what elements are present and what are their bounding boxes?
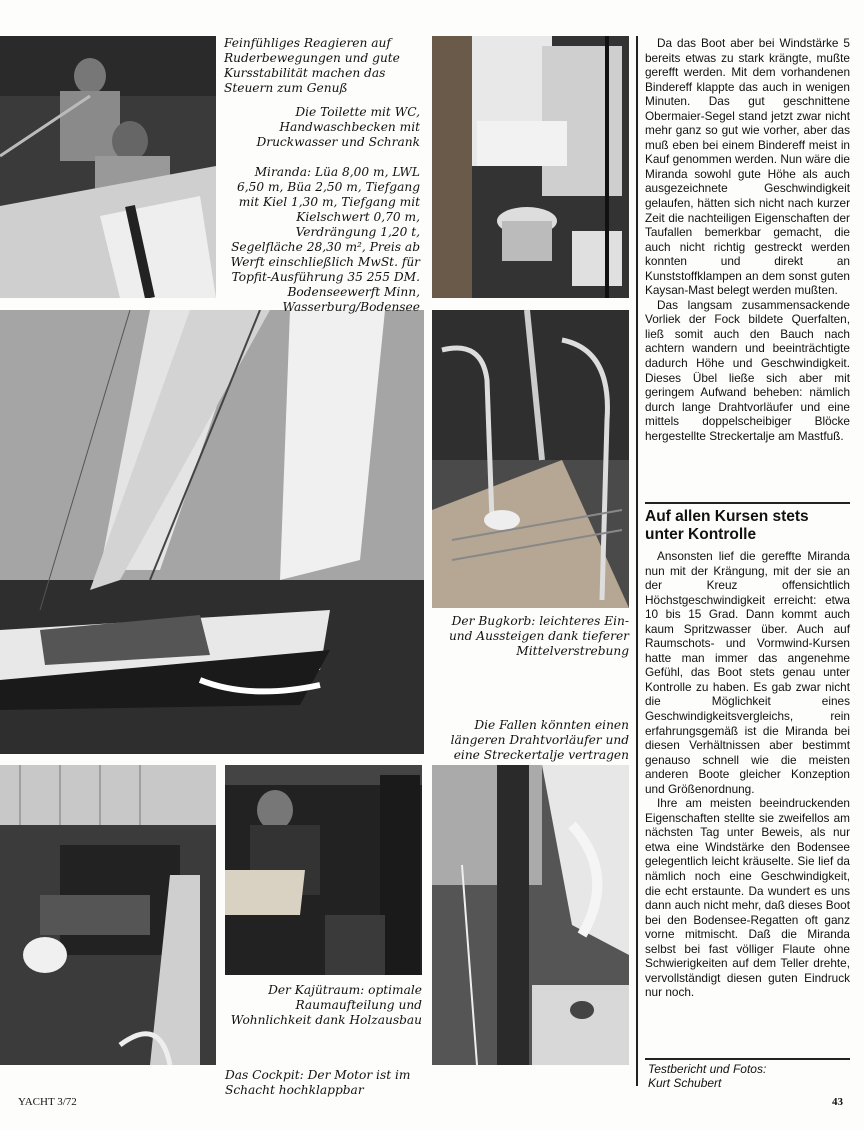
photo-sailing-yacht	[0, 310, 424, 754]
article-column-bottom	[645, 549, 850, 1000]
credit-line: Testbericht und Fotos:	[648, 1062, 767, 1076]
caption-toilet-text: Die Toilette mit WC, Handwaschbecken mit Druckwasser und Schrank	[256, 105, 420, 149]
caption-cockpit-text: Das Cockpit: Der Motor ist im Schacht hochklappbar	[225, 1068, 411, 1097]
caption-bow	[432, 614, 629, 659]
caption-bow-text: Der Bugkorb: leichteres Ein- und Aussteigen dank tieferer Mittelverstrebung	[448, 614, 629, 658]
column-rule	[636, 36, 638, 1086]
photo-mast-halyards	[432, 765, 629, 1065]
caption-cockpit	[225, 1068, 425, 1098]
caption-halyards	[432, 718, 629, 763]
caption-specs	[224, 165, 420, 315]
photo-cockpit	[0, 765, 216, 1065]
caption-steering	[224, 36, 420, 96]
caption-cabin-text: Der Kajütraum: optimale Raumaufteilung und Wohnlichkeit dank Holzausbau	[230, 983, 422, 1027]
caption-toilet	[224, 105, 420, 150]
article-paragraph: Ansonsten lief die gereffte Miranda nun mit der Krängung, mit der sie an der Kreuz offensichtlich Höchstgeschwindigkeit erreicht: etwa 10 bis 15 Grad. Dann kommt auch kaum Spritzwasser über. Auch auf Raumschots- und Vormwind-Kursen hatte man immer das angenehme Gefühl, das Boot stets genau unter Kontrolle zu haben. Es gab zwar nicht die Möglichkeit eines Geschwindigkeitsvergleichs, rein erfahrungsgemäß ist die Miranda bei diesen Verhältnissen aber bestimmt genauso schnell wie die meisten anderen Boote gleicher Konzeption und Größenordnung.	[645, 549, 850, 796]
article-paragraph: Ihre am meisten beeindruckenden Eigenschaften stellte sie zweifellos am nächsten Tag unter Beweis, als nur etwa eine Windstärke den Bodensee gelegentlich leicht kräuselte. Sie lief da nämlich noch eine Geschwindigkeit, die echt erstaunte. Da wundert es uns dann auch nicht mehr, daß dieses Boot bei den Bodensee-Regatten oft ganz vorne mitmischt. Daß die Miranda selbst bei fast völliger Flaute ohne Schwierigkeiten auf dem Teller drehte, vervollständigt diesen guten Eindruck nur noch.	[645, 796, 850, 1000]
article-column-top	[645, 36, 850, 443]
photo-cabin	[225, 765, 422, 975]
photo-toilet	[432, 36, 629, 298]
caption-halyards-text: Die Fallen könnten einen längeren Drahtvorläufer und eine Streckertalje vertragen	[450, 718, 629, 762]
section-heading: Auf allen Kursen stets unter Kontrolle	[645, 508, 809, 543]
credit-rule	[645, 1058, 850, 1060]
caption-cabin	[225, 983, 422, 1028]
heading-rule	[645, 502, 850, 504]
credit-author: Kurt Schubert	[648, 1076, 722, 1090]
caption-specs-text: Miranda: Lüa 8,00 m, LWL 6,50 m, Büa 2,50 m, Tiefgang mit Kiel 1,30 m, Tiefgang mit Kielschwert 0,70 m, Verdrängung 1,20 t, Segelfläche 28,30 m², Preis ab Werft einschließlich MwSt. für Topfit-Ausführung 35 255 DM. Bodenseewerft Minn, Wasserburg/Bodensee	[230, 165, 420, 314]
magazine-issue: YACHT 3/72	[18, 1096, 77, 1108]
article-paragraph: Das langsam zusammensackende Vorliek der Fock bildete Querfalten, ließ somit auch den Bauch nach achtern wandern und beeinträchtigte dadurch Höhe und Geschwindigkeit. Dieses Übel ließe sich aber mit geringem Aufwand beheben: nämlich durch lange Drahtvorläufer und eine mittels doppelscheibiger Blöcke hergestellte Streckertalje am Mastfuß.	[645, 297, 850, 443]
page-number: 43	[832, 1096, 843, 1108]
caption-steering-text: Feinfühliges Reagieren auf Ruderbewegungen und gute Kursstabilität machen das Steuern zum Genuß	[224, 36, 400, 95]
article-paragraph: Da das Boot aber bei Windstärke 5 bereits etwas zu stark krängte, mußte gerefft werden. Mit dem vorhandenen Bindereff klappte das auch in wenigen Minuten. Das gut geschnittene Obermaier-Segel stand jetzt zwar nicht mehr ganz so gut wie vorher, aber das muß eben bei einem Bindereff meist in Kauf genommen werden. Nun wäre die Miranda sowohl gute Höhe als auch ausgezeichnete Geschwindigkeit gelaufen, hätten sich nicht nach kurzer Zeit die nachteiligen Eigenschaften der Taufallen bemerkbar gemacht, die auch nicht richtig gestreckt werden konnten und direkt an Kunststoffklampen an dem sonst guten Kaysan-Mast belegt werden mußten.	[645, 36, 850, 298]
photo-bow-pulpit	[432, 310, 629, 608]
author-credit	[648, 1062, 848, 1090]
photo-helmsmen	[0, 36, 216, 298]
